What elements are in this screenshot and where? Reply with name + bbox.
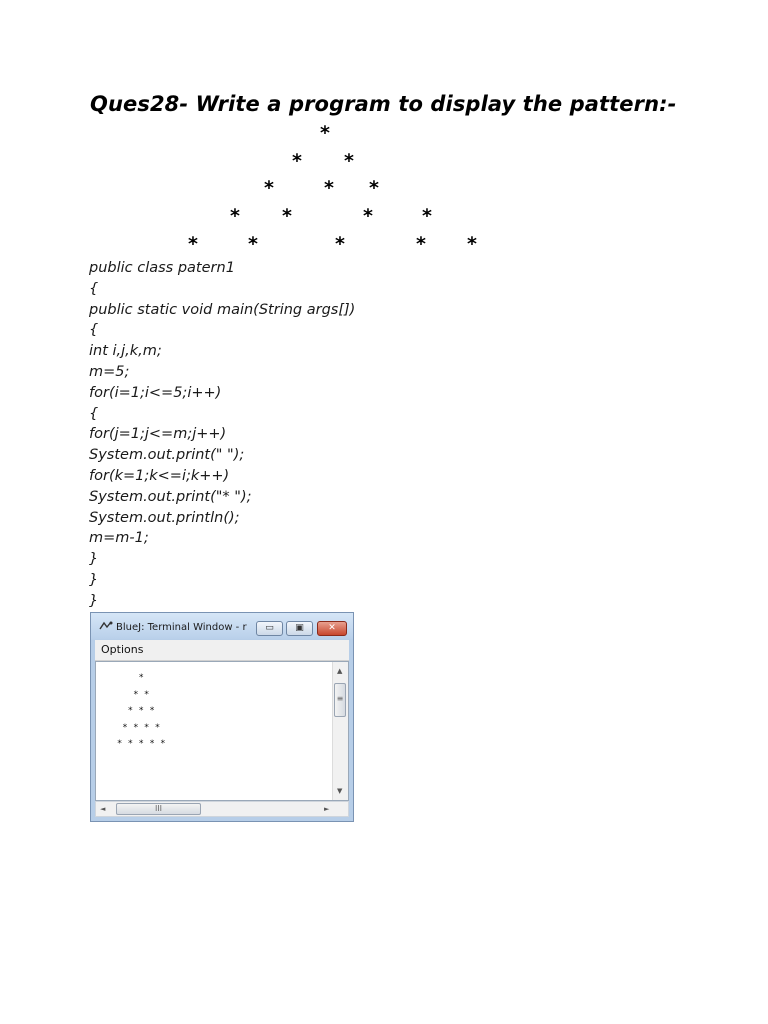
pattern-star: * — [416, 233, 426, 255]
code-line: System.out.print("* "); — [89, 488, 252, 505]
code-line: } — [89, 571, 99, 588]
output-line: * — [106, 673, 144, 683]
close-icon: ✕ — [328, 623, 336, 633]
scroll-right-icon[interactable]: ► — [324, 805, 330, 813]
pattern-star: * — [248, 233, 258, 255]
pattern-star: * — [230, 205, 240, 227]
pattern-star: * — [363, 205, 373, 227]
scroll-up-icon[interactable]: ▲ — [337, 667, 343, 675]
terminal-menubar — [95, 640, 349, 661]
code-line: System.out.print(" "); — [89, 447, 245, 464]
pattern-star: * — [188, 233, 198, 255]
code-line: m=5; — [89, 363, 130, 380]
output-line: * * * — [106, 706, 155, 716]
vertical-scroll-thumb[interactable]: ≡ — [334, 683, 346, 717]
terminal-output-area[interactable] — [95, 661, 349, 801]
code-line: { — [89, 322, 99, 339]
code-line: public static void main(String args[]) — [89, 301, 356, 318]
maximize-button[interactable] — [286, 621, 313, 636]
code-line: { — [89, 280, 99, 297]
code-line: System.out.println(); — [89, 509, 240, 526]
output-line: * * — [106, 689, 150, 700]
scroll-left-icon[interactable]: ◄ — [100, 805, 106, 813]
pattern-star: * — [282, 205, 292, 227]
code-line: int i,j,k,m; — [89, 343, 162, 360]
horizontal-scroll-thumb[interactable]: III — [116, 803, 201, 815]
output-line: * * * * * — [106, 739, 166, 749]
output-line: * * * * — [106, 722, 161, 733]
terminal-output — [106, 670, 166, 753]
code-line: } — [89, 551, 99, 568]
code-line: for(i=1;i<=5;i++) — [89, 384, 222, 401]
pattern-star: * — [467, 233, 477, 255]
terminal-window-title: BlueJ: Terminal Window - r — [116, 622, 247, 633]
pattern-star: * — [264, 177, 274, 199]
code-block — [89, 258, 355, 612]
horizontal-scrollbar[interactable] — [95, 801, 349, 817]
code-line: for(j=1;j<=m;j++) — [89, 426, 227, 443]
code-line: { — [89, 405, 99, 422]
minimize-button[interactable] — [256, 621, 283, 636]
terminal-window — [90, 612, 354, 822]
minimize-icon: ▭ — [265, 623, 274, 633]
pattern-star: * — [292, 150, 302, 172]
pattern-star: * — [422, 205, 432, 227]
pattern-star: * — [335, 233, 345, 255]
code-line: public class patern1 — [89, 260, 235, 276]
pattern-star: * — [369, 177, 379, 199]
pattern-star: * — [324, 177, 334, 199]
code-line: for(k=1;k<=i;k++) — [89, 467, 230, 484]
close-button[interactable] — [317, 621, 347, 636]
code-line: } — [89, 592, 99, 609]
terminal-titlebar[interactable] — [91, 613, 353, 639]
menu-options[interactable]: Options — [101, 643, 144, 656]
pattern-star: * — [344, 150, 354, 172]
vertical-scrollbar[interactable] — [332, 662, 348, 800]
question-title: Ques28- Write a program to display the pattern:- — [90, 92, 677, 116]
scroll-down-icon[interactable]: ▼ — [337, 787, 343, 795]
bluej-app-icon — [99, 621, 113, 634]
pattern-star: * — [320, 122, 330, 144]
maximize-icon: ▣ — [295, 623, 304, 633]
code-line: m=m-1; — [89, 530, 149, 547]
